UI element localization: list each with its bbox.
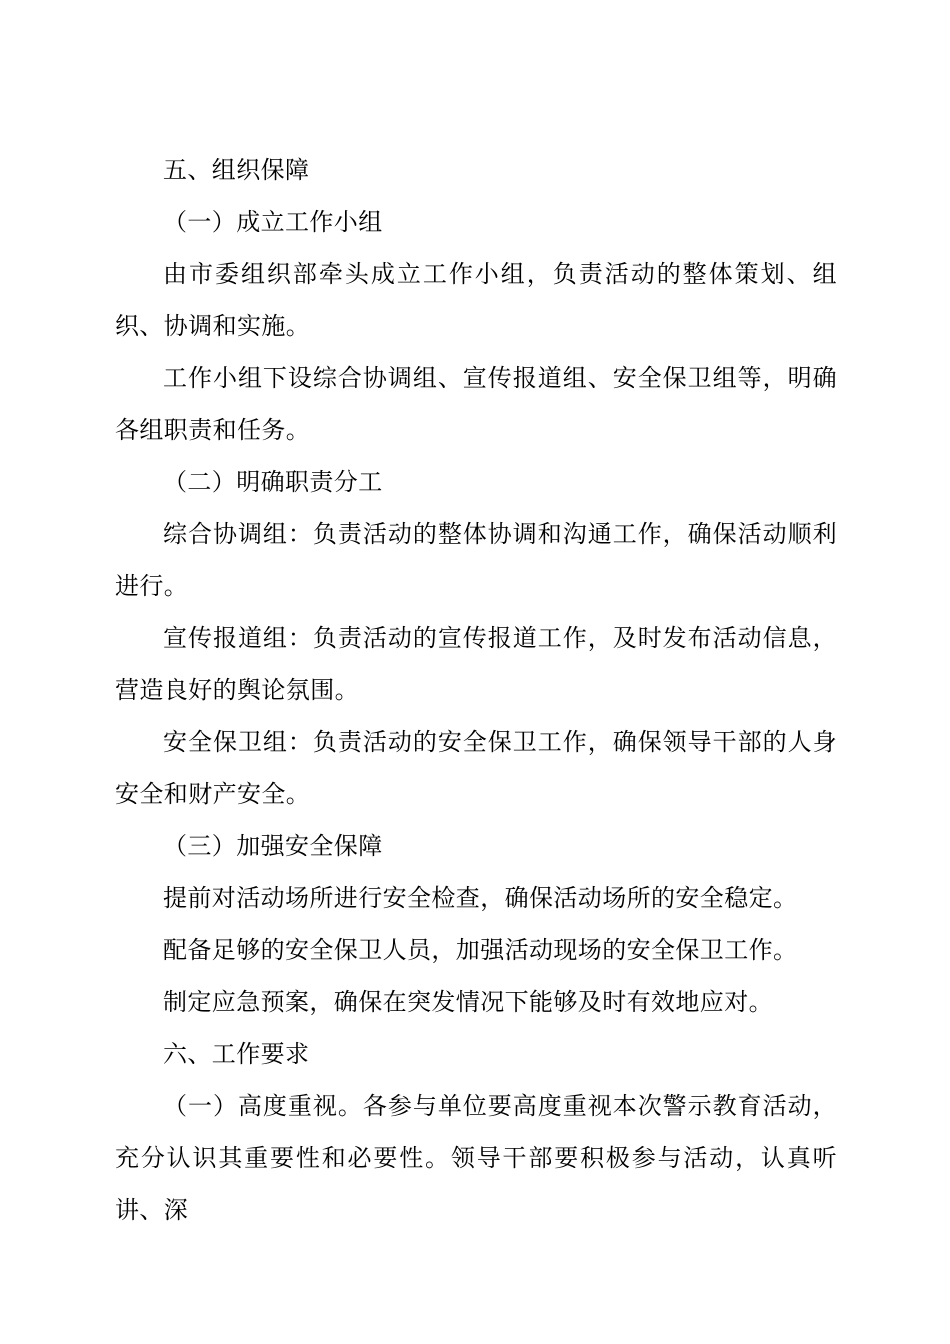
paragraph: 制定应急预案，确保在突发情况下能够及时有效地应对。 [163,988,773,1016]
subheading-responsibilities: （二）明确职责分工 [163,468,383,496]
paragraph: 安全保卫组：负责活动的安全保卫工作，确保领导干部的人身安全和财产安全。 [115,728,837,808]
subheading-working-group: （一）成立工作小组 [163,208,383,236]
paragraph: 综合协调组：负责活动的整体协调和沟通工作，确保活动顺利进行。 [115,520,837,600]
paragraph: 工作小组下设综合协调组、宣传报道组、安全保卫组等，明确各组职责和任务。 [115,364,837,444]
paragraph: 配备足够的安全保卫人员，加强活动现场的安全保卫工作。 [163,936,798,964]
paragraph: 由市委组织部牵头成立工作小组，负责活动的整体策划、组织、协调和实施。 [115,260,837,340]
subheading-security: （三）加强安全保障 [163,832,383,860]
section-heading-requirements: 六、工作要求 [163,1040,310,1068]
paragraph: 宣传报道组：负责活动的宣传报道工作，及时发布活动信息，营造良好的舆论氛围。 [115,624,837,704]
section-heading-organization: 五、组织保障 [163,156,310,184]
paragraph: 提前对活动场所进行安全检查，确保活动场所的安全稳定。 [163,884,798,912]
document-body [115,144,837,1236]
paragraph: （一）高度重视。各参与单位要高度重视本次警示教育活动，充分认识其重要性和必要性。领导干部要积极参与活动，认真听讲、深 [115,1092,837,1224]
